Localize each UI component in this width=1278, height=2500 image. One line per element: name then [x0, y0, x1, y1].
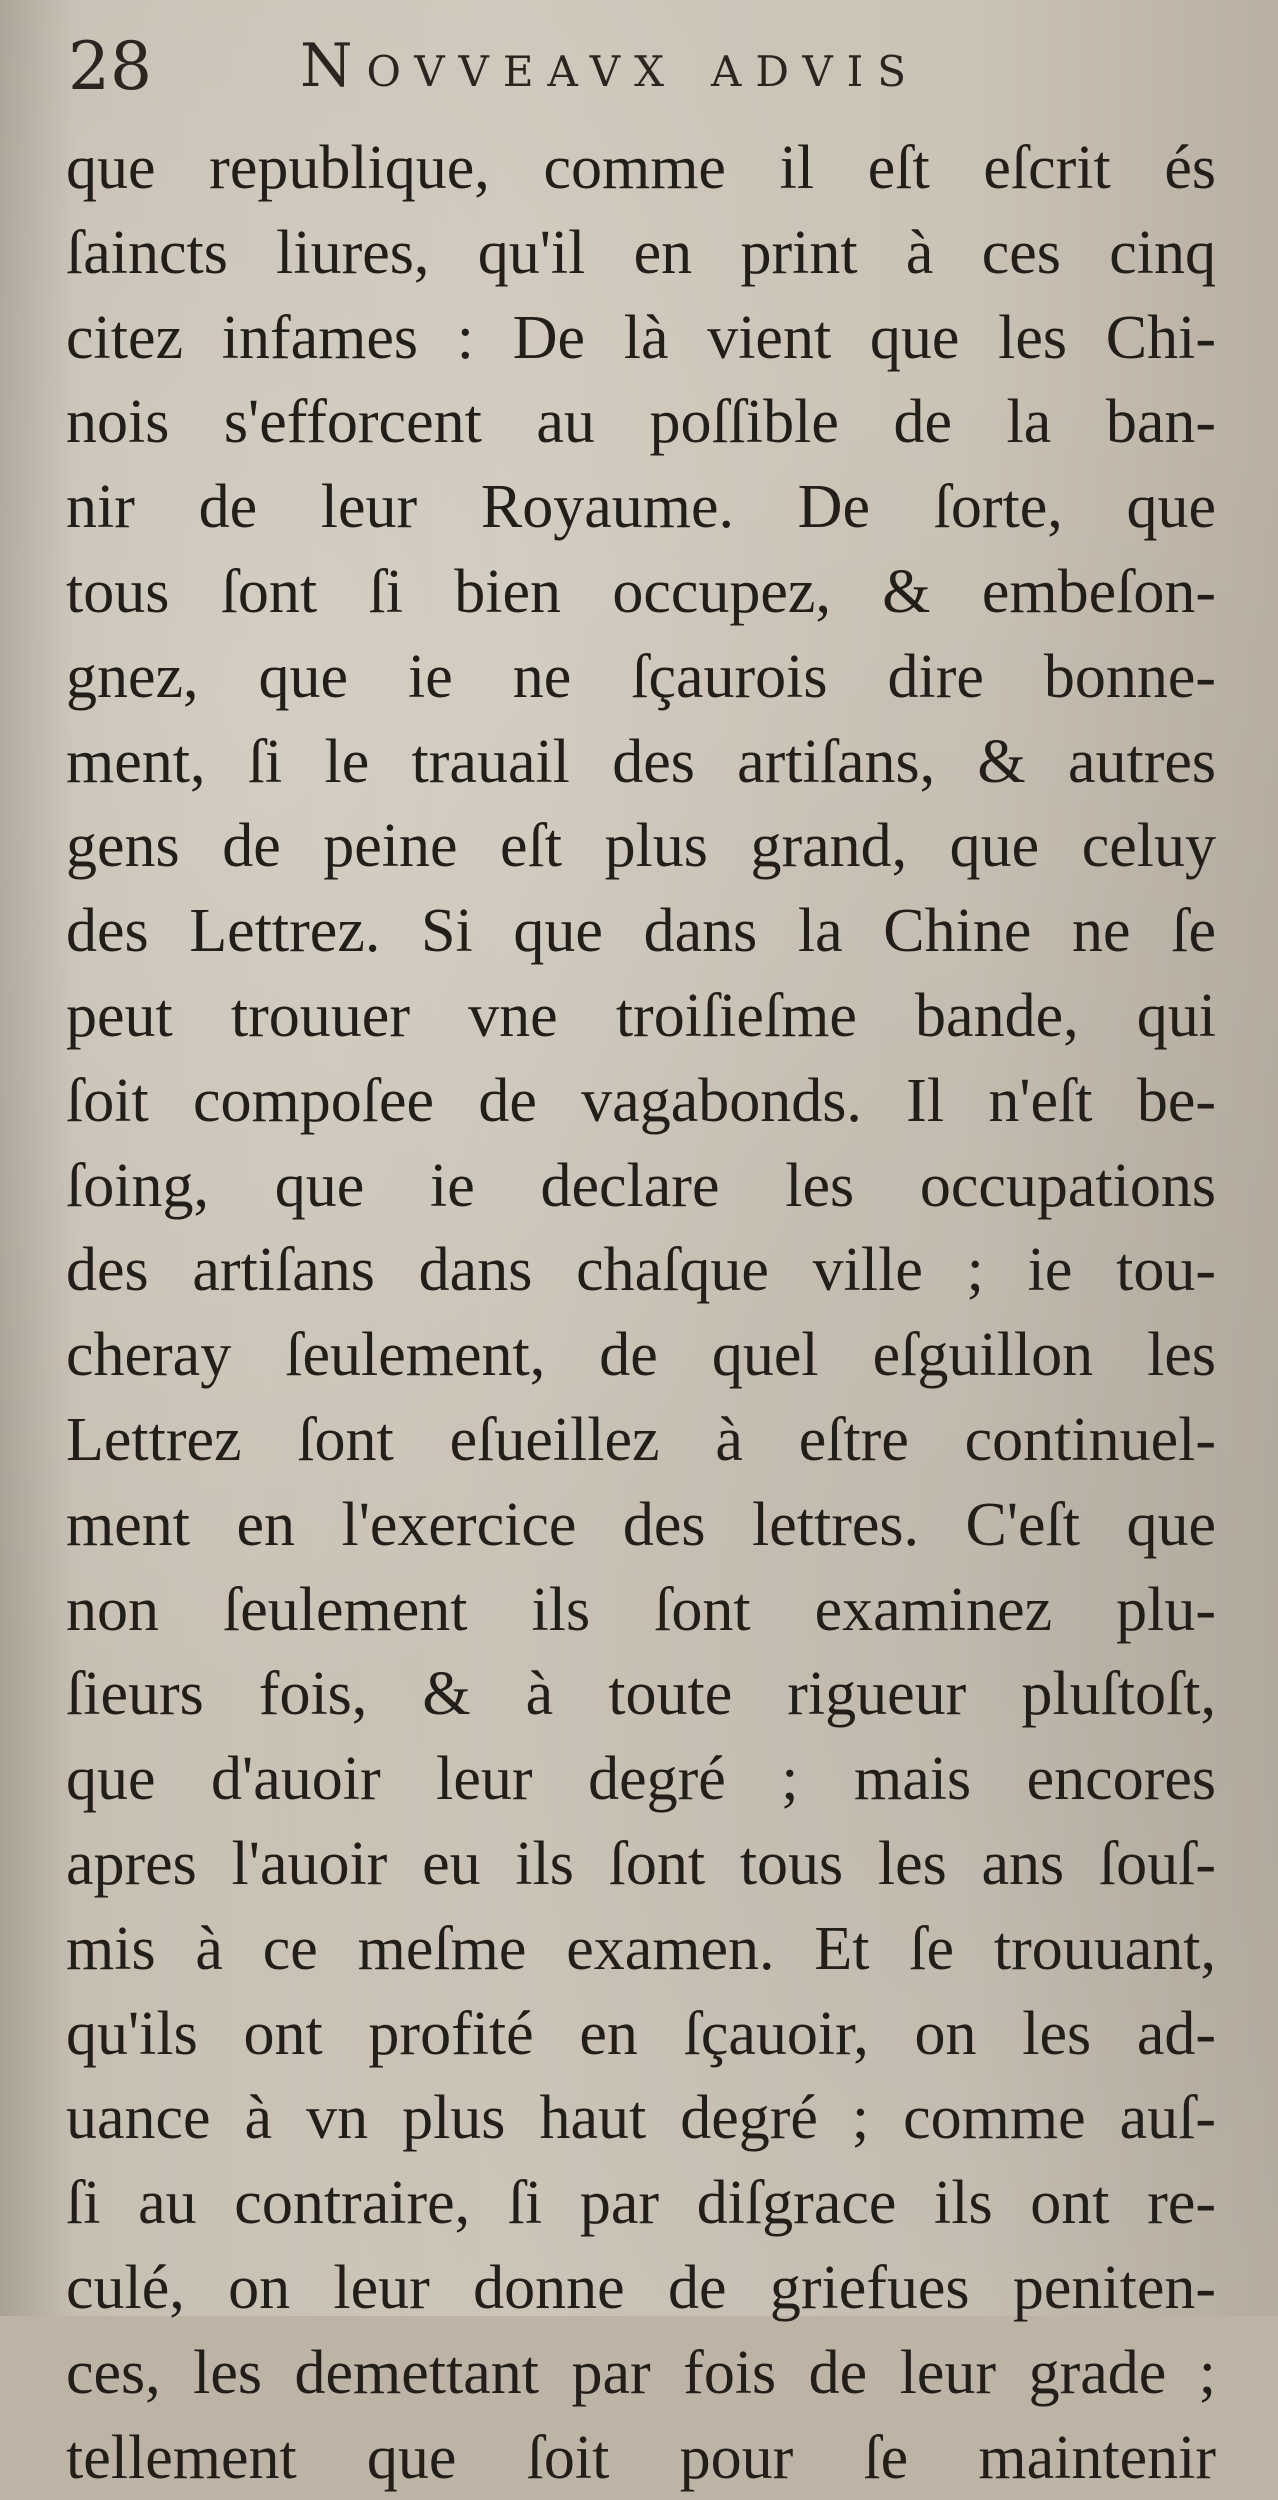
text-line: ment, ſi le trauail des artiſans, & autres [66, 727, 1216, 796]
text-line: ment en l'exercice des lettres. C'eſt que [66, 1490, 1216, 1559]
text-line: ſoing, que ie declare les occupations [66, 1151, 1216, 1220]
text-line: ſaincts liures, qu'il en print à ces cinq [66, 218, 1216, 287]
text-line: cheray ſeulement, de quel eſguillon les [66, 1321, 1216, 1390]
text-line: nir de leur Royaume. De ſorte, que [66, 473, 1216, 542]
body-text [66, 126, 1216, 2500]
text-line: des artiſans dans chaſque ville ; ie tou- [66, 1236, 1216, 1305]
text-line: nois s'efforcent au poſſible de la ban- [66, 388, 1216, 457]
text-line: ſi au contraire, ſi par diſgrace ils ont re- [66, 2169, 1216, 2238]
text-line: peut trouuer vne troiſieſme bande, qui [66, 981, 1216, 1050]
text-line: que d'auoir leur degré ; mais encores [66, 1745, 1216, 1814]
text-line: que republique, comme il eſt eſcrit és [66, 134, 1216, 202]
text-line: ſieurs fois, & à toute rigueur pluſtoſt, [66, 1660, 1216, 1729]
text-line: ces, les demettant par fois de leur grade ; [66, 2338, 1216, 2407]
text-line: gens de peine eſt plus grand, que celuy [66, 812, 1216, 881]
text-line: apres l'auoir eu ils ſont tous les ans ſouſ- [66, 1829, 1216, 1898]
text-line: culé, on leur donne de griefues peniten- [66, 2253, 1216, 2322]
text-line: tous ſont ſi bien occupez, & embeſon- [66, 557, 1216, 626]
running-title: Novveavx advis [300, 31, 921, 101]
text-line: citez infames : De là vient que les Chi- [66, 303, 1216, 372]
text-line: Lettrez ſont eſueillez à eſtre continuel- [66, 1405, 1216, 1474]
text-line: gnez, que ie ne ſçaurois dire bonne- [66, 642, 1216, 711]
text-line: qu'ils ont profité en ſçauoir, on les ad- [66, 1999, 1216, 2068]
page-number: 28 [68, 28, 152, 105]
text-line: ſoit compoſee de vagabonds. Il n'eſt be- [66, 1066, 1216, 1135]
text-line: tellement que ſoit pour ſe maintenir [66, 2423, 1216, 2492]
text-line: des Lettrez. Si que dans la Chine ne ſe [66, 897, 1216, 966]
text-line: uance à vn plus haut degré ; comme auſ- [66, 2084, 1216, 2153]
text-line: mis à ce meſme examen. Et ſe trouuant, [66, 1914, 1216, 1983]
running-head [68, 28, 1228, 118]
text-line: non ſeulement ils ſont examinez plu- [66, 1575, 1216, 1644]
